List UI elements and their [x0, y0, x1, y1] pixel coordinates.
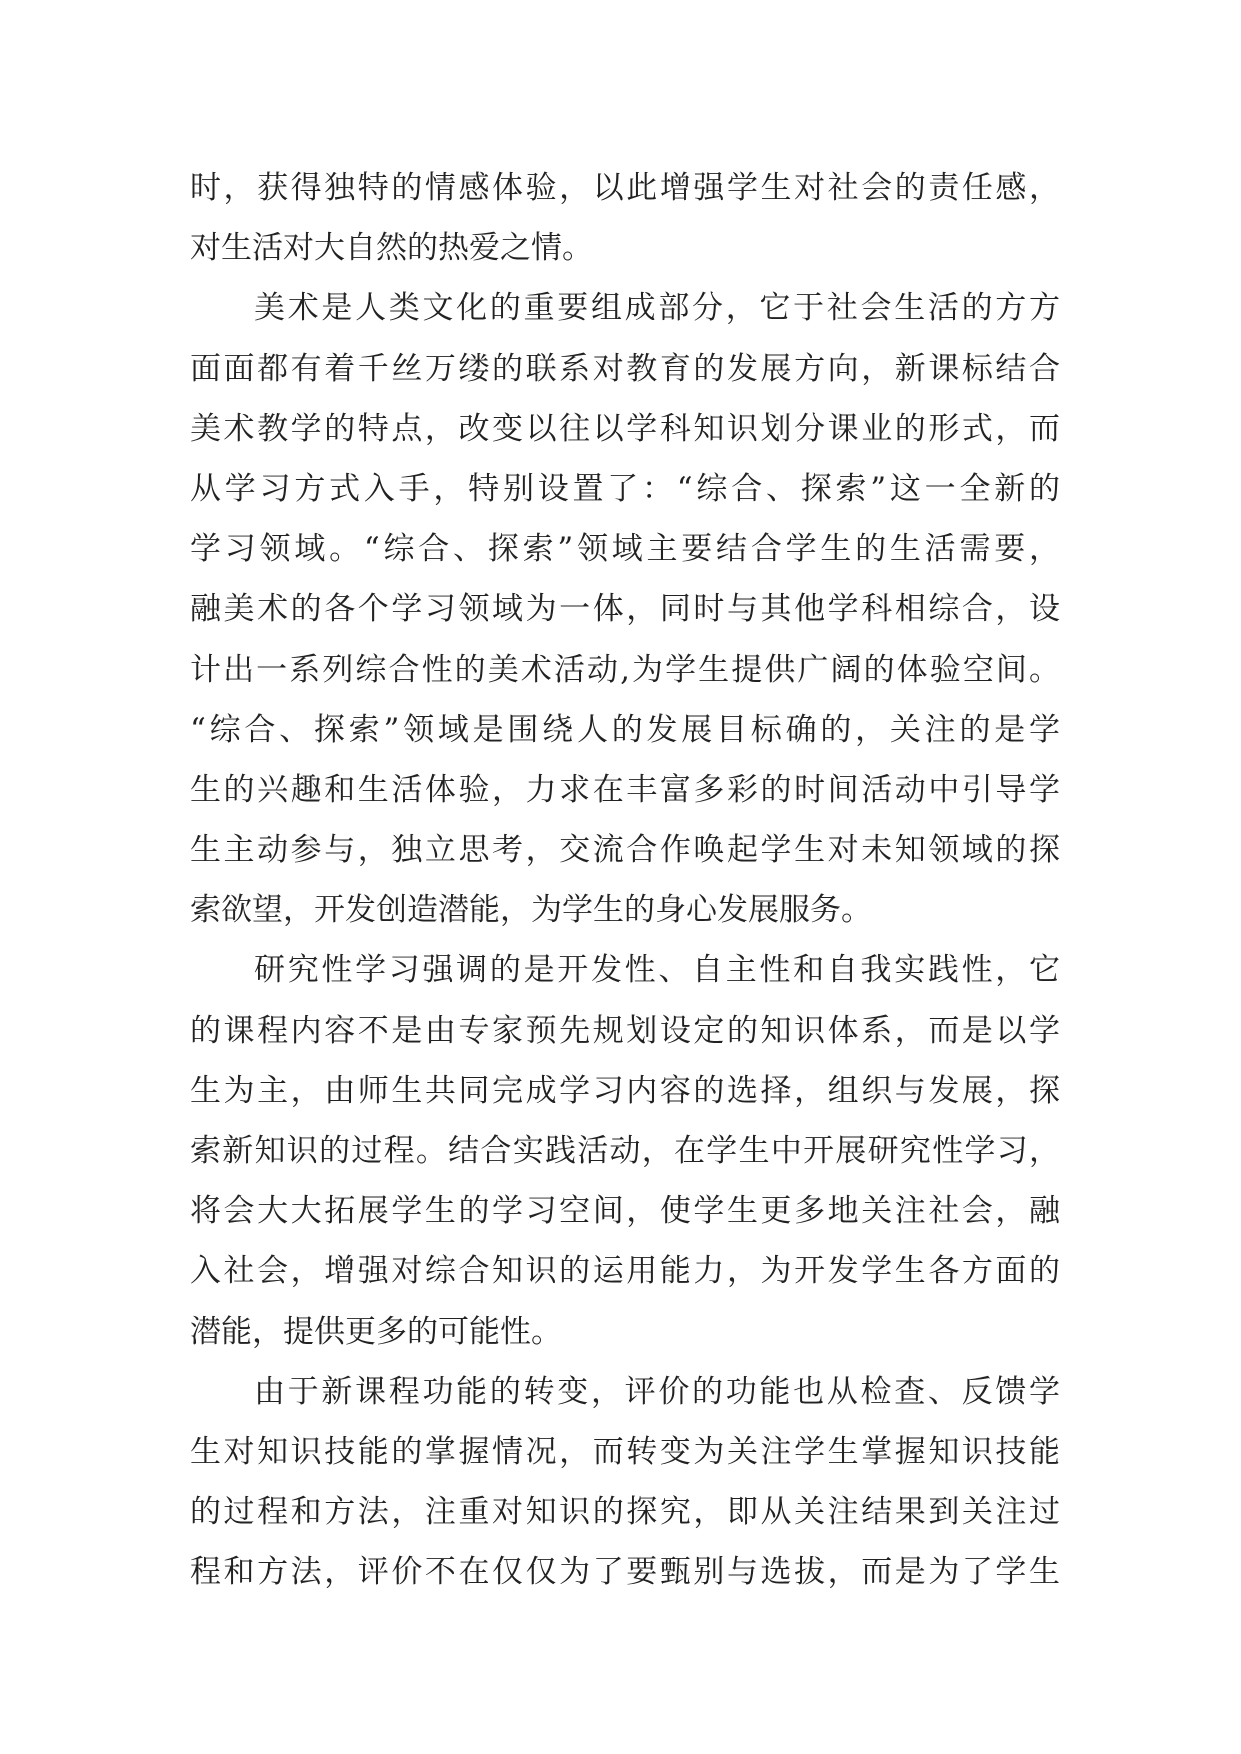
paragraph-first-line: 研究性学习强调的是开发性、自主性和自我实践性，它 — [254, 952, 1060, 989]
text-line: 生的兴趣和生活体验，力求在丰富多彩的时间活动中引导学 — [190, 771, 1060, 808]
text-line: 的课程内容不是由专家预先规划设定的知识体系，而是以学 — [190, 1012, 1060, 1049]
text-line: 计出一系列综合性的美术活动,为学生提供广阔的体验空间。 — [190, 651, 1060, 688]
text-line: 索欲望，开发创造潜能，为学生的身心发展服务。 — [190, 892, 872, 929]
text-line: 潜能，提供更多的可能性。 — [190, 1313, 562, 1350]
text-line: 美术教学的特点，改变以往以学科知识划分课业的形式，而 — [190, 410, 1060, 447]
paragraph-first-line: 美术是人类文化的重要组成部分，它于社会生活的方方 — [254, 290, 1060, 327]
text-line: 从学习方式入手，特别设置了：“综合、探索”这一全新的 — [190, 470, 1060, 507]
text-line: 入社会，增强对综合知识的运用能力，为开发学生各方面的 — [190, 1253, 1060, 1290]
text-line: 生主动参与，独立思考，交流合作唤起学生对未知领域的探 — [190, 832, 1060, 869]
text-line: 的过程和方法，注重对知识的探究，即从关注结果到关注过 — [190, 1494, 1060, 1531]
text-line: 将会大大拓展学生的学习空间，使学生更多地关注社会，融 — [190, 1193, 1060, 1230]
text-line: “综合、探索”领域是围绕人的发展目标确的，关注的是学 — [190, 711, 1060, 748]
paragraph-first-line: 由于新课程功能的转变，评价的功能也从检查、反馈学 — [254, 1373, 1060, 1410]
text-line: 面面都有着千丝万缕的联系对教育的发展方向，新课标结合 — [190, 350, 1060, 387]
text-line: 对生活对大自然的热爱之情。 — [190, 230, 593, 267]
text-line: 融美术的各个学习领域为一体，同时与其他学科相综合，设 — [190, 591, 1060, 628]
text-line: 学习领域。“综合、探索”领域主要结合学生的生活需要， — [190, 531, 1060, 568]
text-line: 生对知识技能的掌握情况，而转变为关注学生掌握知识技能 — [190, 1433, 1060, 1470]
body-text — [190, 158, 1060, 1603]
text-line: 索新知识的过程。结合实践活动，在学生中开展研究性学习， — [190, 1133, 1060, 1169]
text-line: 生为主，由师生共同完成学习内容的选择，组织与发展，探 — [190, 1072, 1060, 1109]
text-line: 程和方法，评价不在仅仅为了要甄别与选拔，而是为了学生 — [190, 1554, 1060, 1591]
text-line: 时，获得独特的情感体验，以此增强学生对社会的责任感， — [190, 170, 1060, 206]
